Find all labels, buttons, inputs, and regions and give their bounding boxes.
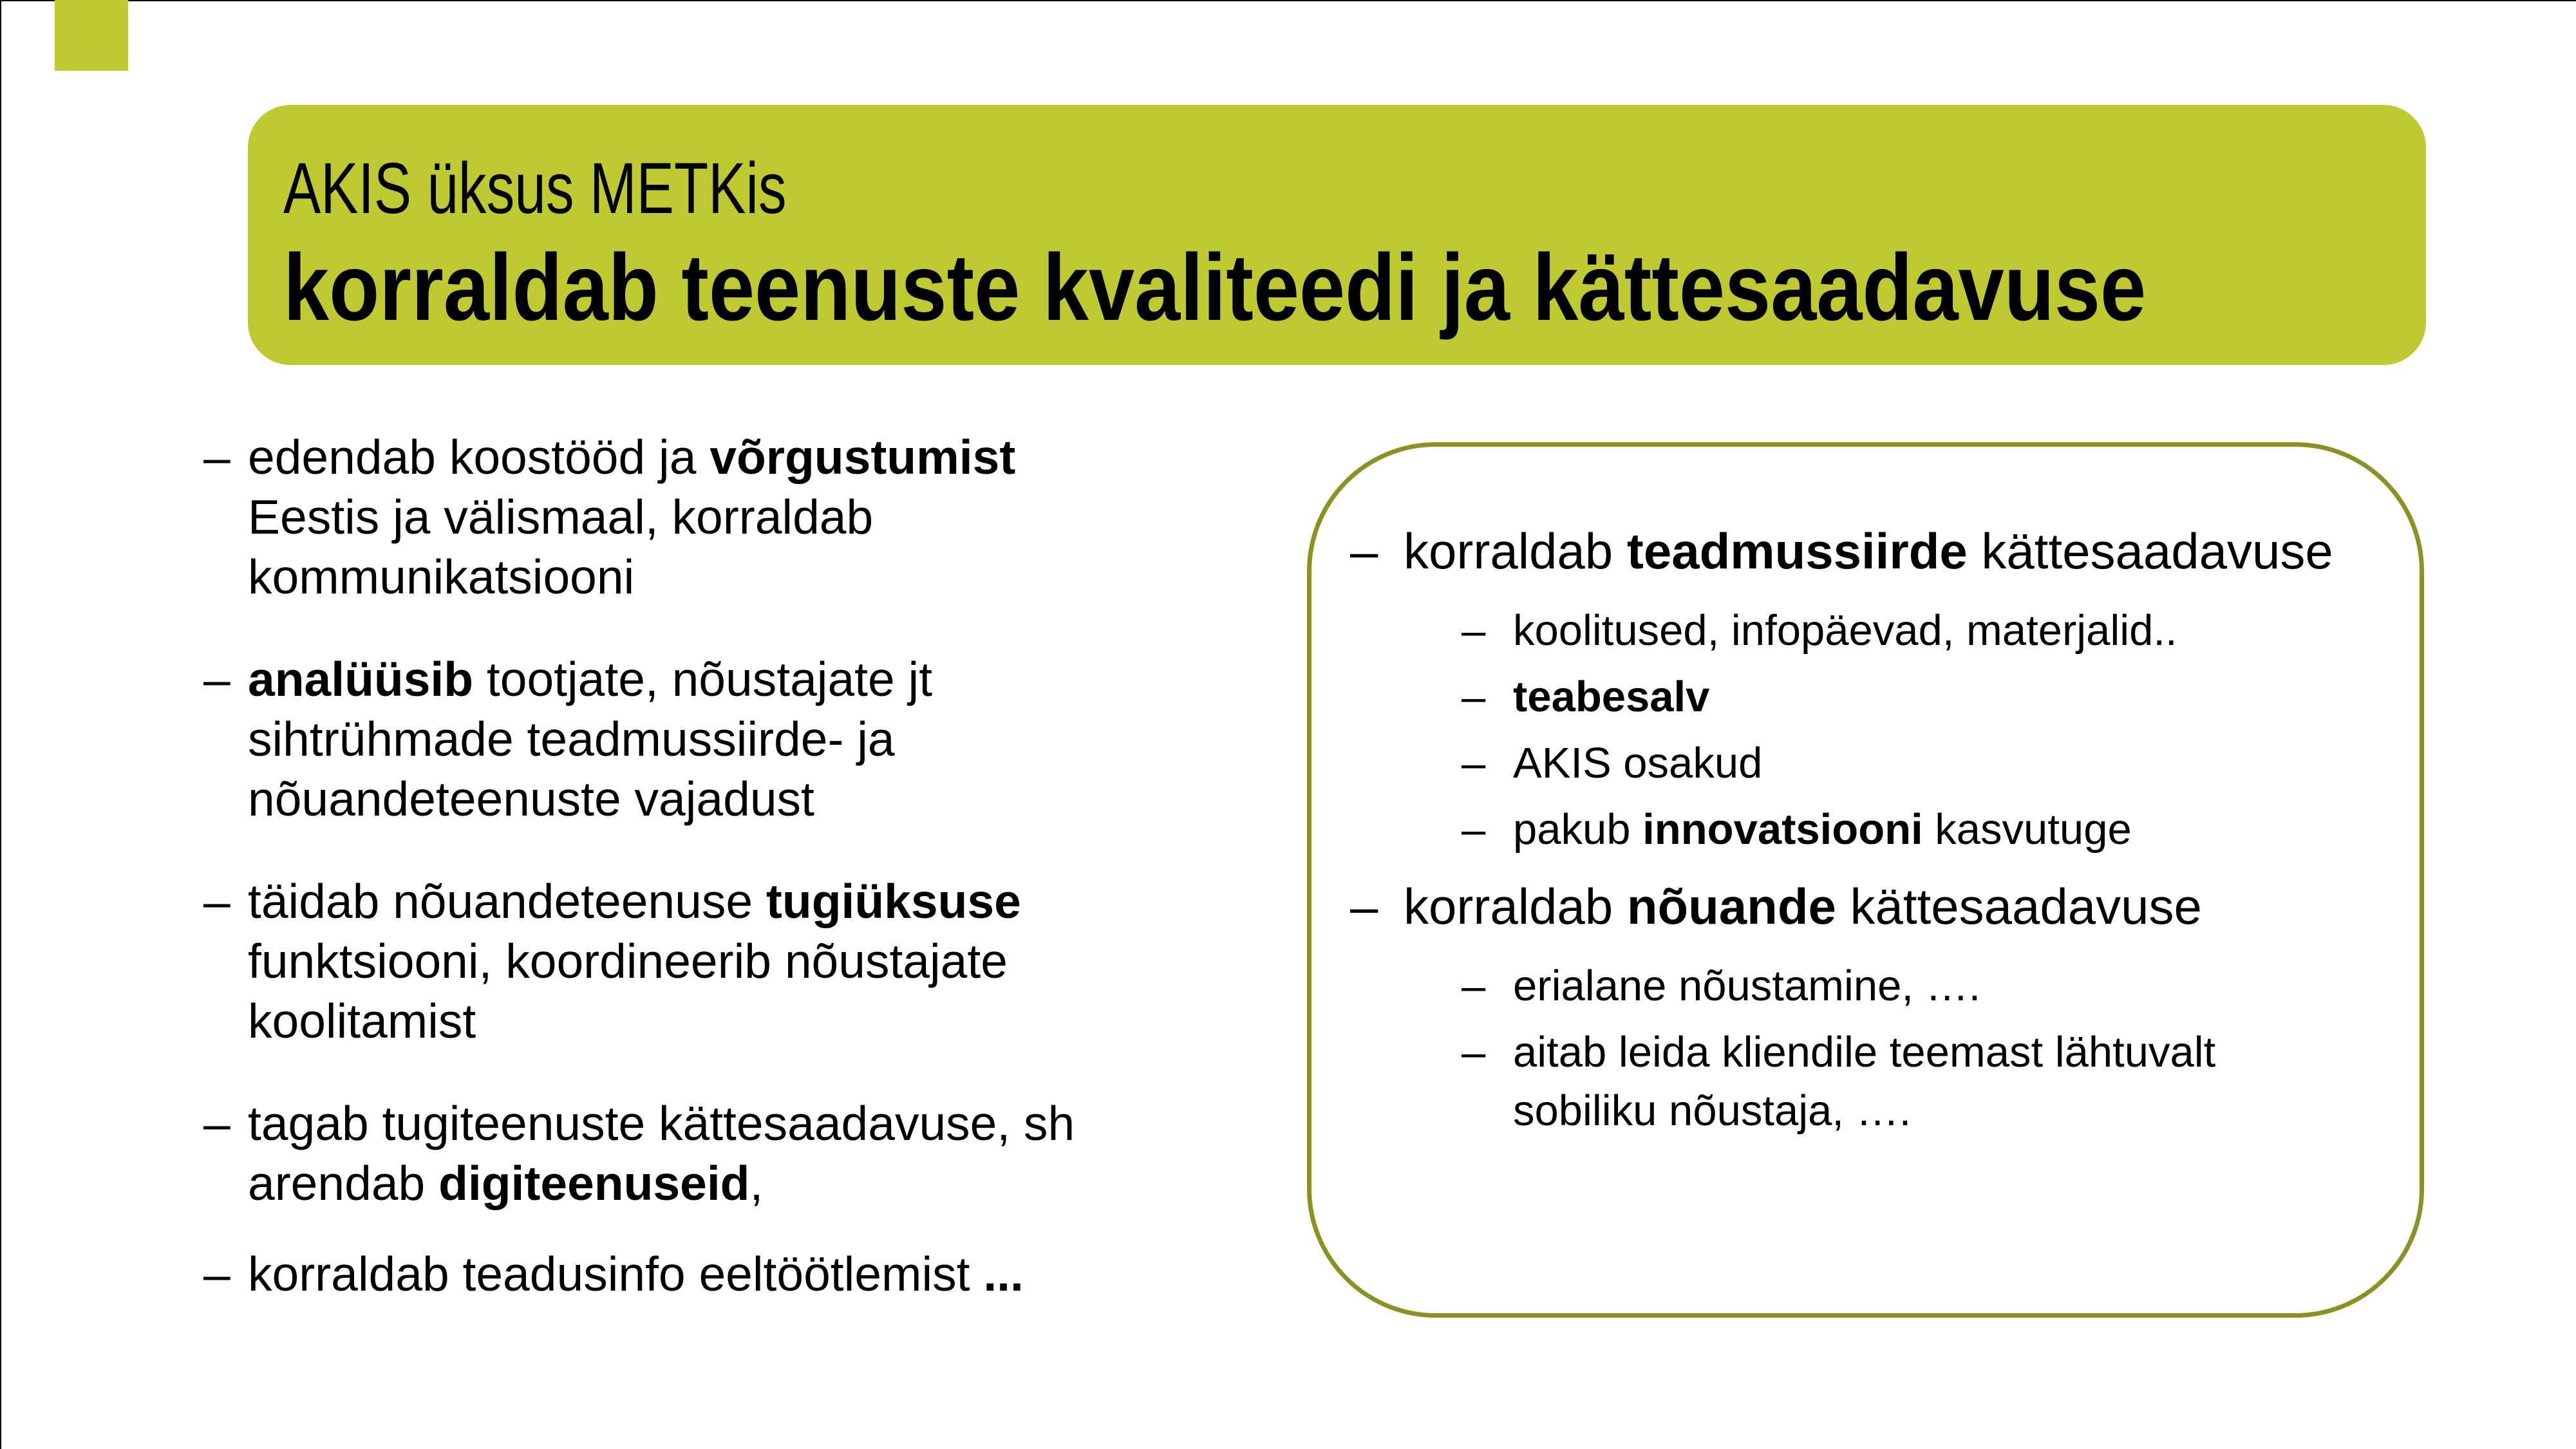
corner-accent-square <box>55 0 128 71</box>
text-line <box>1513 800 2132 859</box>
sub-bullet-item <box>1462 800 2400 859</box>
text-segment: edendab koostööd ja <box>248 430 710 484</box>
text-line <box>248 709 932 769</box>
bullet-dash: – <box>1462 962 1486 1010</box>
slide-title-line1: AKIS üksus METKis <box>283 148 787 229</box>
bullet-dash: – <box>203 1247 230 1301</box>
left-bullet-list <box>203 427 1234 1304</box>
text-segment: korraldab <box>1404 523 1627 579</box>
page-left-border <box>0 0 1 1449</box>
bullet-dash: – <box>203 874 230 928</box>
text-line <box>1513 668 1709 726</box>
text-segment: nõuandeteenuste vajadust <box>248 772 814 826</box>
sub-bullet-item <box>1462 668 2400 726</box>
text-line <box>1513 1023 2215 1081</box>
text-segment: täidab nõuandeteenuse <box>248 874 766 928</box>
bold-text-segment: nõuande <box>1626 878 1836 935</box>
bullet-group <box>1350 874 2400 1140</box>
right-outline-box <box>1307 442 2424 1318</box>
text-segment: kasvutuge <box>1923 805 2132 854</box>
bullet-item <box>203 427 1234 607</box>
bullet-text <box>1513 957 1980 1015</box>
bullet-group <box>1350 519 2400 859</box>
text-line <box>1513 601 2177 660</box>
sub-bullet-item <box>1462 601 2400 660</box>
bullet-text <box>248 1094 1075 1213</box>
text-segment: Eestis ja välismaal, korraldab <box>248 490 874 544</box>
text-segment: AKIS osakud <box>1513 739 1763 787</box>
bullet-text <box>248 650 932 829</box>
bullet-text <box>248 427 1015 607</box>
group-heading-bullet <box>1350 874 2400 939</box>
text-segment: koolitamist <box>248 994 476 1048</box>
text-line <box>1513 1081 2215 1140</box>
text-line <box>248 872 1021 931</box>
bullet-text <box>1404 874 2202 939</box>
bullet-text <box>248 872 1021 1051</box>
text-line <box>248 1154 1075 1213</box>
bullet-dash: – <box>1462 739 1486 787</box>
text-segment: koolitused, infopäevad, materjalid.. <box>1513 606 2177 655</box>
bold-text-segment: võrgustumist <box>710 430 1016 484</box>
text-segment: , <box>749 1156 764 1210</box>
text-line <box>248 487 1015 547</box>
bullet-text <box>1513 668 1709 726</box>
bold-text-segment: analüüsib <box>248 652 474 706</box>
text-segment: sihtrühmade teadmussiirde- ja <box>248 712 895 766</box>
text-line <box>1513 734 1762 792</box>
text-line <box>248 1244 1024 1304</box>
text-line <box>248 931 1021 991</box>
bullet-item <box>203 1244 1234 1304</box>
text-segment: pakub <box>1513 805 1643 854</box>
text-segment: tootjate, nõustajate jt <box>473 652 933 706</box>
bullet-item <box>203 1094 1234 1213</box>
bullet-dash: – <box>203 1096 230 1150</box>
bullet-item <box>203 650 1234 829</box>
bullet-text <box>1513 800 2132 859</box>
text-segment: funktsiooni, koordineerib nõustajate <box>248 934 1008 988</box>
text-segment: korraldab <box>1404 878 1627 935</box>
text-segment: kättesaadavuse <box>1967 523 2333 579</box>
bold-text-segment: tugiüksuse <box>766 874 1021 928</box>
bold-text-segment: innovatsiooni <box>1642 805 1923 854</box>
text-segment: kommunikatsiooni <box>248 550 635 604</box>
text-segment: erialane nõustamine, …. <box>1513 962 1981 1010</box>
bullet-dash: – <box>203 430 230 484</box>
bullet-dash: – <box>1462 805 1486 854</box>
bullet-text <box>248 1244 1024 1304</box>
bullet-text <box>1404 519 2333 583</box>
bold-text-segment: teadmussiirde <box>1626 523 1968 579</box>
bold-text-segment: digiteenuseid <box>438 1156 750 1210</box>
bullet-dash: – <box>1350 523 1378 579</box>
group-heading-bullet <box>1350 519 2400 583</box>
bullet-text <box>1513 1023 2215 1140</box>
sub-bullet-item <box>1462 734 2400 792</box>
text-segment: kättesaadavuse <box>1836 878 2202 935</box>
text-line <box>1404 519 2333 583</box>
bullet-dash: – <box>1462 1028 1486 1076</box>
text-line <box>1513 957 1980 1015</box>
page-top-border <box>0 0 2576 1</box>
sub-bullet-item <box>1462 1023 2400 1140</box>
bold-text-segment: teabesalv <box>1513 673 1710 721</box>
text-segment: aitab leida kliendile teemast lähtuvalt <box>1513 1028 2216 1076</box>
text-line <box>248 769 932 829</box>
text-line <box>248 991 1021 1051</box>
slide-title-line2: korraldab teenuste kvaliteedi ja kättesaadavuse <box>283 235 2147 341</box>
title-banner <box>248 105 2426 365</box>
text-line <box>248 547 1015 607</box>
text-segment: arendab <box>248 1156 439 1210</box>
sub-bullet-item <box>1462 957 2400 1015</box>
text-line <box>1404 874 2202 939</box>
text-line <box>248 1094 1075 1154</box>
bullet-text <box>1513 601 2177 660</box>
text-segment: sobiliku nõustaja, …. <box>1513 1087 1912 1135</box>
bold-text-segment: ... <box>983 1247 1024 1301</box>
bullet-dash: – <box>1462 606 1486 655</box>
text-line <box>248 650 932 709</box>
bullet-dash: – <box>1462 673 1486 721</box>
bullet-text <box>1513 734 1762 792</box>
text-segment: tagab tugiteenuste kättesaadavuse, sh <box>248 1096 1075 1150</box>
text-line <box>248 427 1015 487</box>
right-box-content <box>1312 447 2420 1140</box>
bullet-dash: – <box>1350 878 1378 935</box>
bullet-item <box>203 872 1234 1051</box>
text-segment: korraldab teadusinfo eeltöötlemist <box>248 1247 984 1301</box>
bullet-dash: – <box>203 652 230 706</box>
